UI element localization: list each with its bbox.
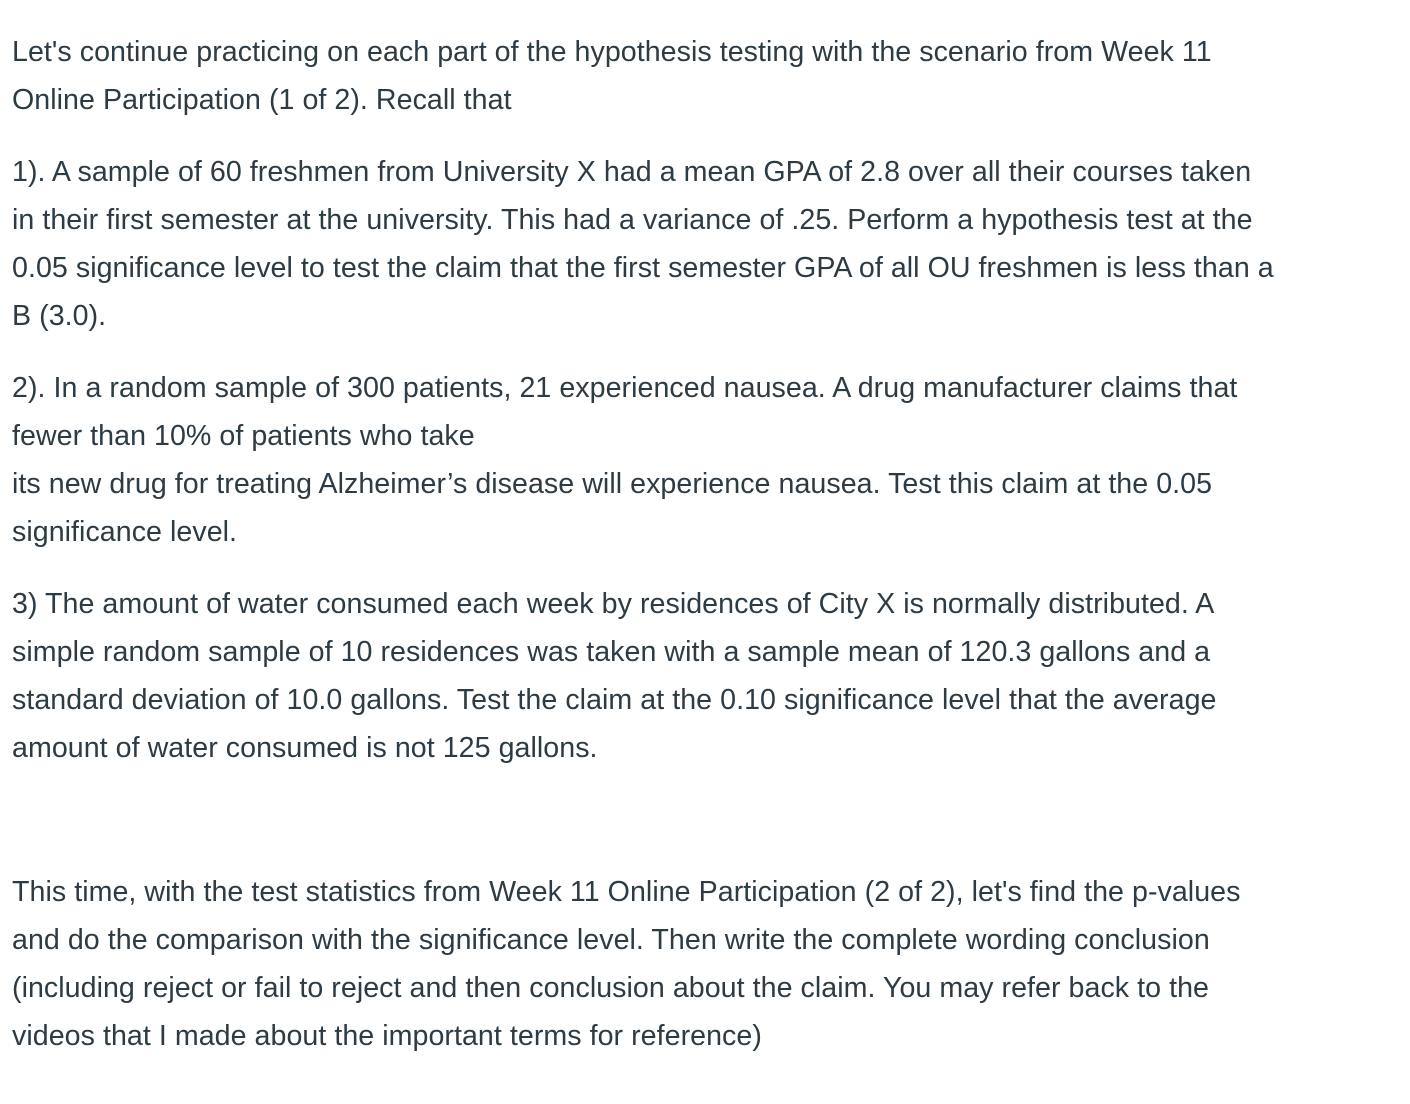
assignment-content bbox=[12, 28, 1406, 1060]
problem-line: fewer than 10% of patients who take bbox=[12, 420, 475, 452]
instructions-line: (including reject or fail to reject and then conclusion about the claim. You may refer back to the bbox=[12, 972, 1209, 1004]
problem-line: simple random sample of 10 residences was taken with a sample mean of 120.3 gallons and a bbox=[12, 636, 1211, 668]
intro-line: Let's continue practicing on each part of the hypothesis testing with the scenario from Week 11 bbox=[12, 36, 1212, 68]
problem-line: amount of water consumed is not 125 gallons. bbox=[12, 732, 598, 764]
problem-line: standard deviation of 10.0 gallons. Test the claim at the 0.10 significance level that the average bbox=[12, 684, 1217, 716]
problem-line: in their first semester at the university. This had a variance of .25. Perform a hypothesis test at the bbox=[12, 204, 1253, 236]
intro-line: Online Participation (1 of 2). Recall that bbox=[12, 84, 512, 116]
instructions-paragraph bbox=[12, 868, 1406, 1060]
instructions-line: This time, with the test statistics from Week 11 Online Participation (2 of 2), let's find the p-values bbox=[12, 876, 1241, 908]
problem-line: 0.05 significance level to test the claim that the first semester GPA of all OU freshmen is less than a bbox=[12, 252, 1274, 284]
problem-line: its new drug for treating Alzheimer’s disease will experience nausea. Test this claim at the 0.05 bbox=[12, 468, 1213, 500]
problem-1 bbox=[12, 148, 1406, 340]
problem-3 bbox=[12, 580, 1406, 772]
problem-line: 3) The amount of water consumed each week by residences of City X is normally distributed. A bbox=[12, 588, 1215, 620]
problem-line: 2). In a random sample of 300 patients, 21 experienced nausea. A drug manufacturer claims that bbox=[12, 372, 1238, 404]
instructions-line: videos that I made about the important terms for reference) bbox=[12, 1020, 762, 1052]
problem-line: B (3.0). bbox=[12, 300, 107, 332]
intro-paragraph bbox=[12, 28, 1406, 124]
problem-2 bbox=[12, 364, 1406, 556]
problem-line: significance level. bbox=[12, 516, 238, 548]
problem-line: 1). A sample of 60 freshmen from University X had a mean GPA of 2.8 over all their courses taken bbox=[12, 156, 1252, 188]
instructions-line: and do the comparison with the significance level. Then write the complete wording conclusion bbox=[12, 924, 1210, 956]
